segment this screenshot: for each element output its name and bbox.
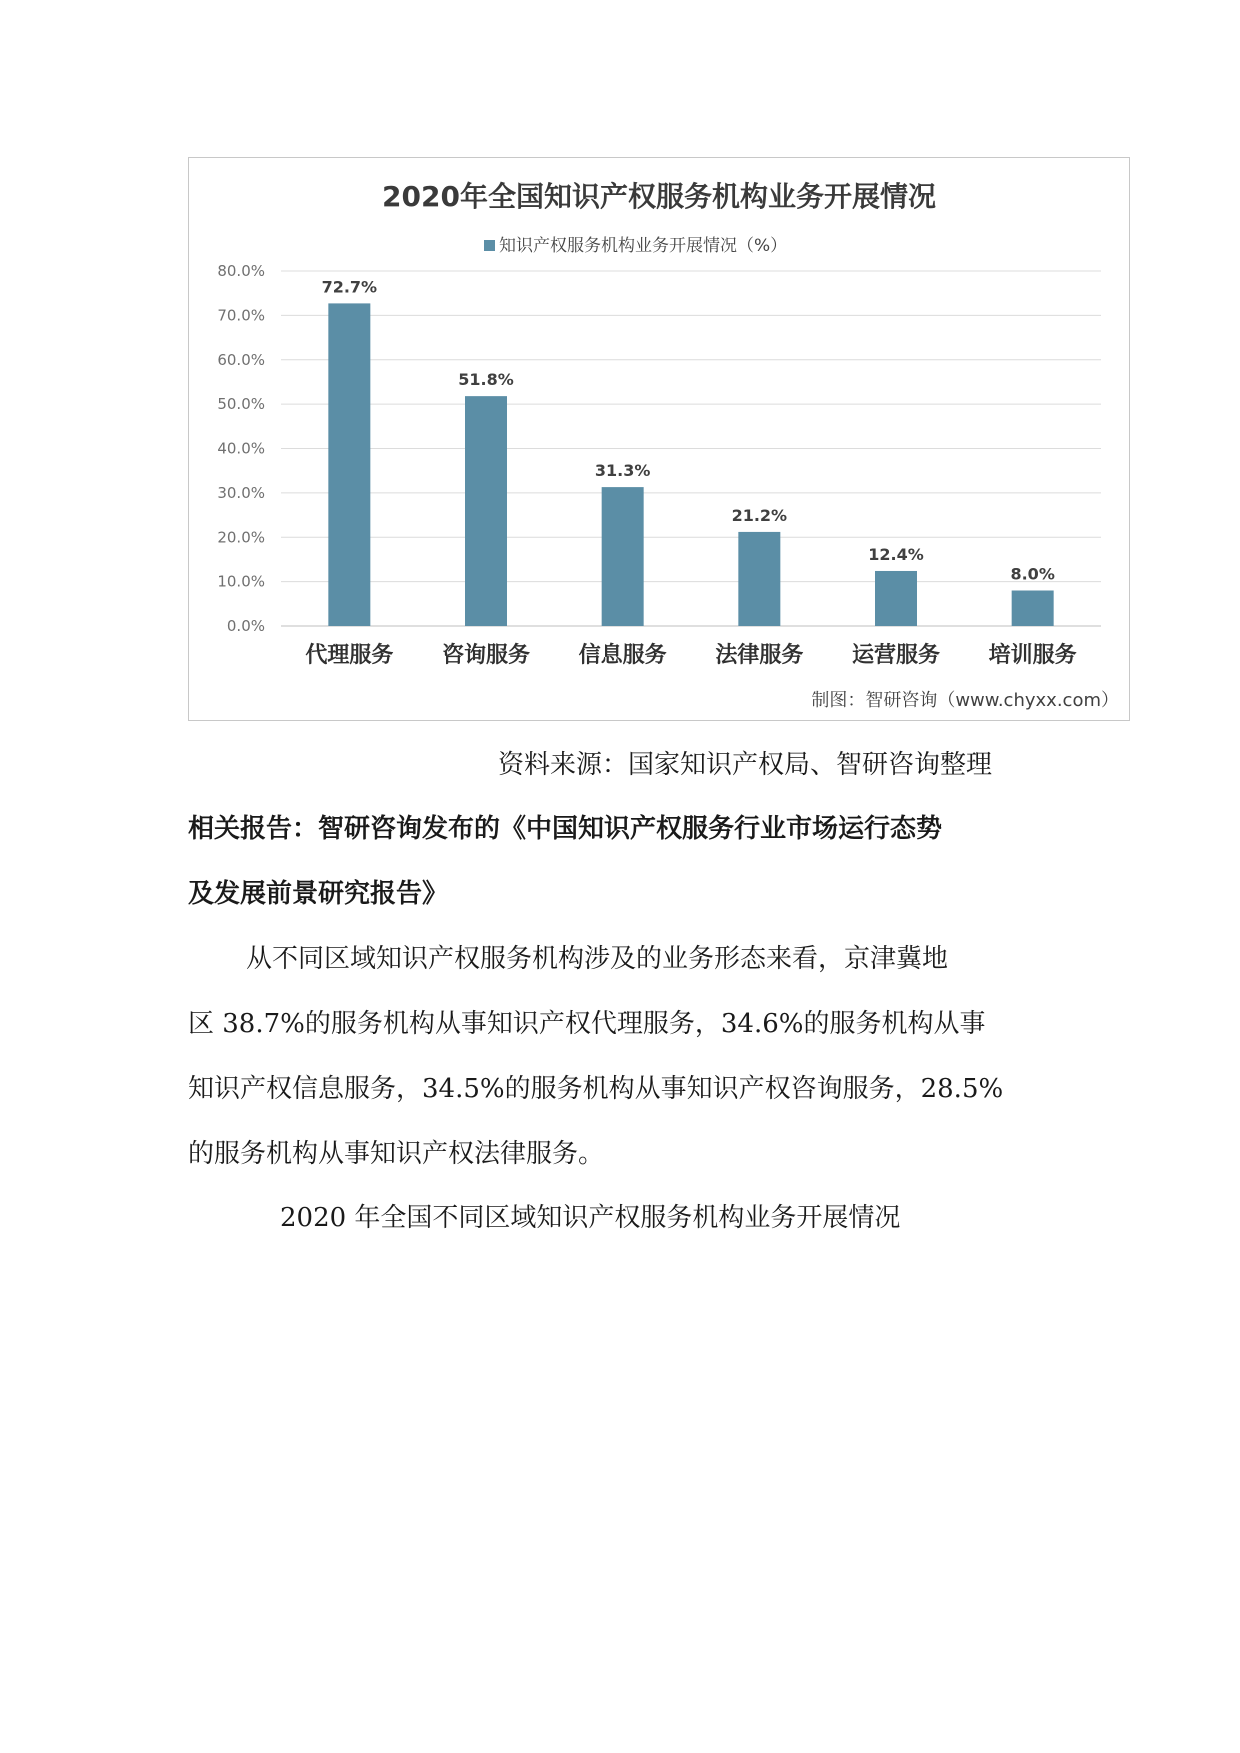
data-label: 51.8% bbox=[458, 370, 514, 390]
bar-chart bbox=[188, 157, 1130, 721]
category-label: 咨询服务 bbox=[441, 643, 531, 668]
related-report-line-1: 相关报告：智研咨询发布的《中国知识产权服务行业市场运行态势 bbox=[188, 814, 943, 844]
legend-label: 知识产权服务机构业务开展情况（%） bbox=[499, 236, 788, 256]
chart-credit: 制图：智研咨询（www.chyxx.com） bbox=[811, 690, 1119, 711]
y-tick-label: 30.0% bbox=[217, 483, 265, 502]
paragraph-line-2: 区 38.7%的服务机构从事知识产权代理服务，34.6%的服务机构从事 bbox=[188, 1009, 986, 1039]
y-tick-label: 0.0% bbox=[226, 617, 265, 635]
category-label: 代理服务 bbox=[305, 643, 394, 668]
category-label: 法律服务 bbox=[715, 643, 804, 668]
y-tick-label: 40.0% bbox=[217, 439, 265, 458]
bar bbox=[602, 487, 644, 626]
category-label: 培训服务 bbox=[988, 643, 1077, 668]
data-label: 12.4% bbox=[868, 544, 924, 564]
chart-title: 2020年全国知识产权服务机构业务开展情况 bbox=[382, 180, 936, 213]
bar bbox=[465, 396, 507, 626]
chart-svg bbox=[189, 158, 1129, 720]
bar bbox=[1012, 591, 1054, 627]
paragraph-line-1: 从不同区域知识产权服务机构涉及的业务形态来看，京津冀地 bbox=[246, 944, 949, 974]
y-tick-label: 70.0% bbox=[217, 306, 265, 325]
data-label: 21.2% bbox=[731, 505, 788, 525]
data-label: 8.0% bbox=[1010, 564, 1055, 584]
y-tick-label: 80.0% bbox=[217, 262, 265, 280]
category-label: 信息服务 bbox=[578, 643, 667, 668]
figure-caption: 2020 年全国不同区域知识产权服务机构业务开展情况 bbox=[280, 1203, 901, 1233]
data-label: 31.3% bbox=[594, 461, 651, 481]
paragraph-line-4: 的服务机构从事知识产权法律服务。 bbox=[188, 1139, 605, 1169]
y-tick-label: 50.0% bbox=[217, 395, 265, 414]
y-tick-label: 60.0% bbox=[217, 350, 265, 369]
paragraph-line-3: 知识产权信息服务，34.5%的服务机构从事知识产权咨询服务，28.5% bbox=[188, 1074, 1004, 1104]
bar bbox=[328, 303, 370, 626]
related-report-line-2: 及发展前景研究报告》 bbox=[188, 879, 449, 909]
bar bbox=[738, 532, 780, 626]
legend-swatch bbox=[484, 240, 495, 251]
bar bbox=[875, 571, 917, 626]
y-tick-label: 20.0% bbox=[217, 528, 265, 547]
category-label: 运营服务 bbox=[851, 643, 941, 668]
source-note: 资料来源：国家知识产权局、智研咨询整理 bbox=[498, 750, 993, 780]
y-tick-label: 10.0% bbox=[217, 572, 265, 591]
data-label: 72.7% bbox=[321, 277, 378, 297]
